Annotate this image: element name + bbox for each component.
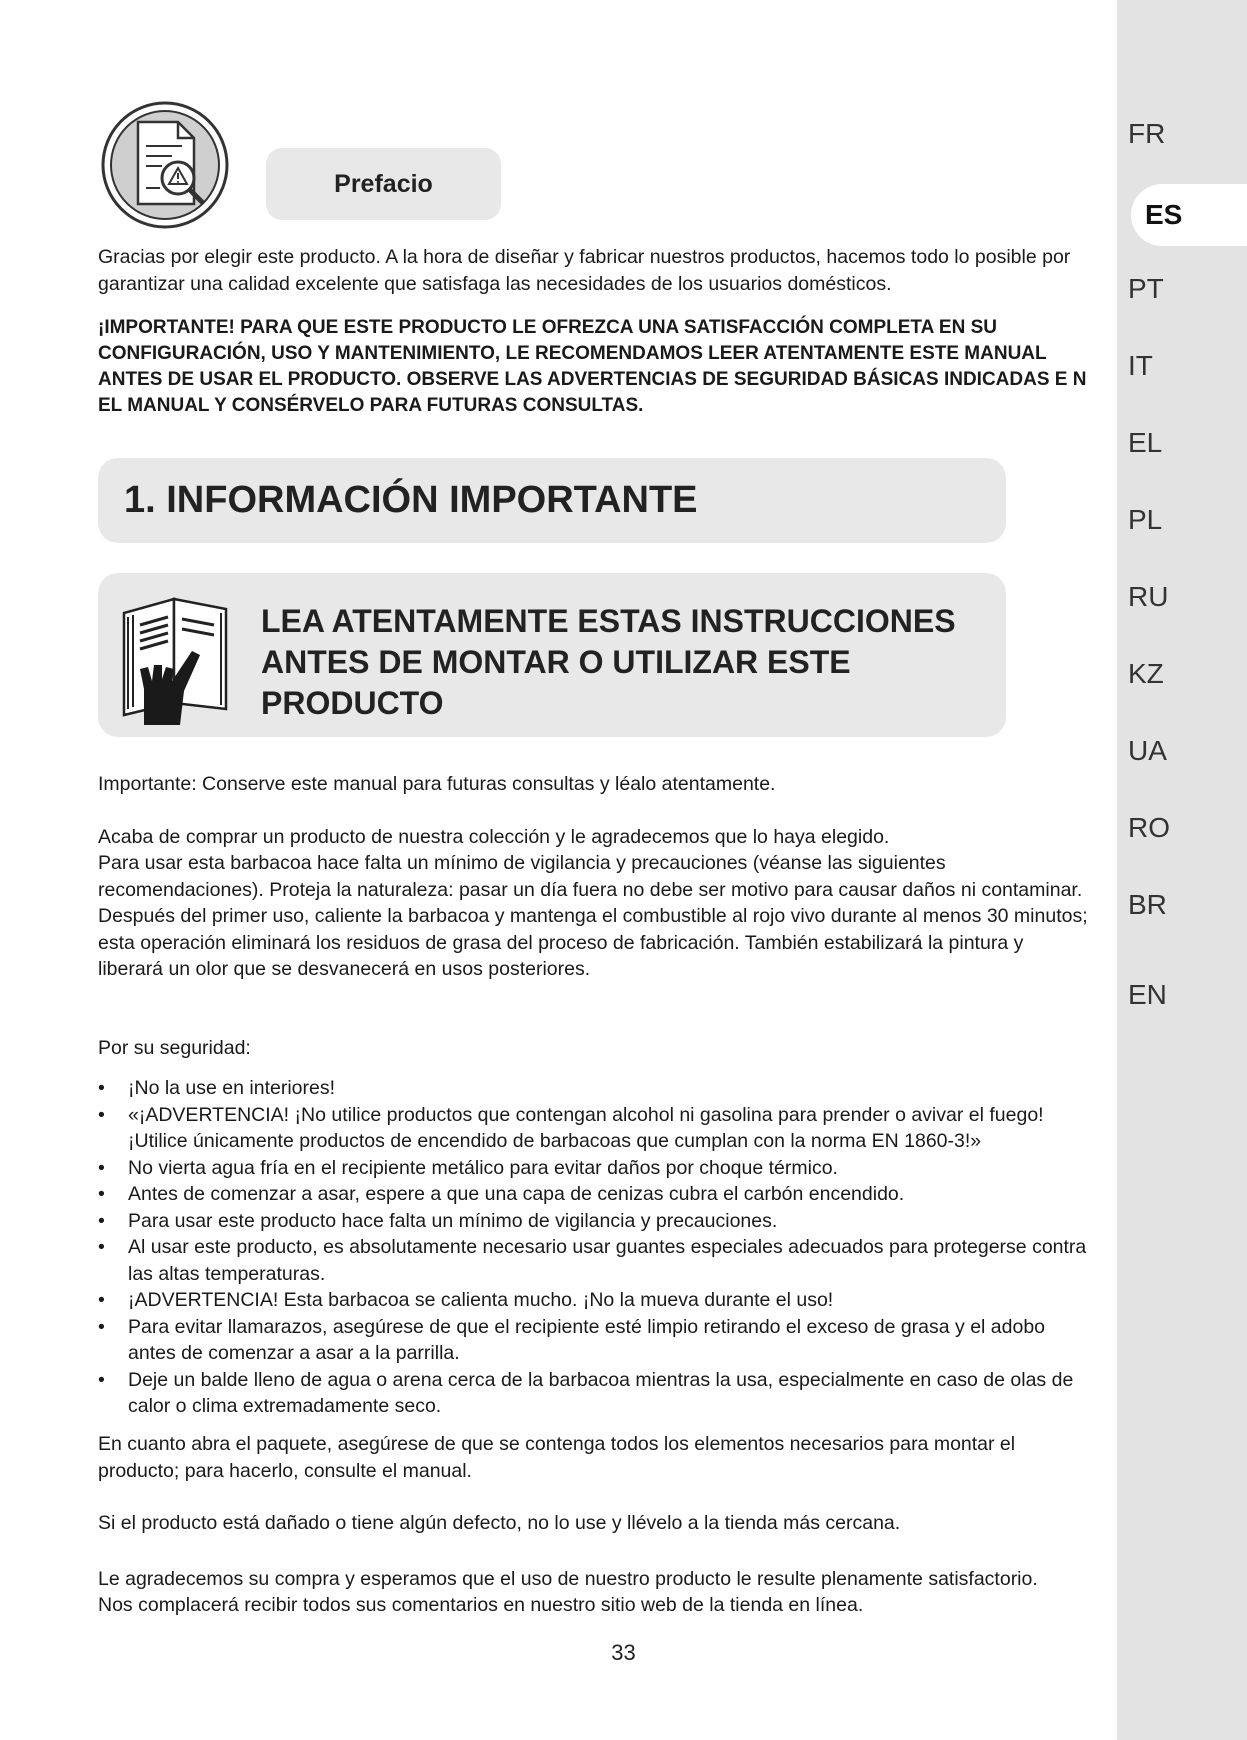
section-heading: 1. INFORMACIÓN IMPORTANTE xyxy=(98,458,1006,543)
book-hand-icon xyxy=(118,585,238,725)
lang-tab-it[interactable]: IT xyxy=(1128,350,1153,381)
lang-tab-ro[interactable]: RO xyxy=(1128,812,1170,843)
page-number: 33 xyxy=(611,1640,636,1665)
feedback-paragraph: Nos complacerá recibir todos sus comentarios en nuestro sitio web de la tienda en línea. xyxy=(98,1594,864,1616)
thank-you-purchase: Acaba de comprar un producto de nuestra colección y le agradecemos que lo haya elegido. xyxy=(98,826,890,848)
lang-tab-es[interactable]: ES xyxy=(1131,184,1247,246)
satisfaction-paragraph: Le agradecemos su compra y esperamos que el uso de nuestro producto le resulte plenamente satisfactorio. xyxy=(98,1568,1038,1590)
read-title-line-1: LEA ATENTAMENTE ESTAS INSTRUCCIONES xyxy=(261,603,956,639)
lang-tab-br[interactable]: BR xyxy=(1128,889,1167,920)
lang-tab-pl[interactable]: PL xyxy=(1128,504,1163,535)
list-item: • No vierta agua fría en el recipiente metálico para evitar daños por choque térmico. xyxy=(98,1155,1098,1182)
read-title-line-2: ANTES DE MONTAR O UTILIZAR ESTE xyxy=(261,644,851,680)
safety-label: Por su seguridad: xyxy=(98,1037,251,1059)
lang-tab-en[interactable]: EN xyxy=(1128,979,1167,1010)
list-item: • Al usar este producto, es absolutamente necesario usar guantes especiales adecuados para protegerse contra las altas temperaturas. xyxy=(98,1234,1098,1287)
list-item: • Antes de comenzar a asar, espere a que una capa de cenizas cubra el carbón encendido. xyxy=(98,1181,1098,1208)
lang-tab-pt[interactable]: PT xyxy=(1128,273,1164,304)
list-item: • ¡ADVERTENCIA! Esta barbacoa se calienta mucho. ¡No la mueva durante el uso! xyxy=(98,1287,1098,1314)
safety-list xyxy=(98,1075,1098,1420)
preface-title: Prefacio xyxy=(266,148,501,220)
lang-tab-kz[interactable]: KZ xyxy=(1128,658,1164,689)
lang-tab-el[interactable]: EL xyxy=(1128,427,1163,458)
read-title-line-3: PRODUCTO xyxy=(261,685,444,721)
lang-tab-ru[interactable]: RU xyxy=(1128,581,1169,612)
keep-manual-note: Importante: Conserve este manual para futuras consultas y léalo atentamente. xyxy=(98,773,776,795)
document-warning-icon xyxy=(100,100,230,230)
read-instructions-title xyxy=(261,601,981,724)
package-check-paragraph: En cuanto abra el paquete, asegúrese de que se contenga todos los elementos necesarios para montar el producto; para hacerlo, consulte el manual. xyxy=(98,1433,1016,1482)
lang-tab-fr[interactable]: FR xyxy=(1128,118,1166,149)
lang-tab-ua[interactable]: UA xyxy=(1128,735,1167,766)
read-instructions-box xyxy=(98,573,1006,737)
damaged-product-paragraph: Si el producto está dañado o tiene algún defecto, no lo use y llévelo a la tienda más cercana. xyxy=(98,1512,901,1534)
preface-intro: Gracias por elegir este producto. A la hora de diseñar y fabricar nuestros productos, hacemos todo lo posible por garantizar una calidad excelente que satisfaga las necesidades de los usuarios domésticos. xyxy=(98,246,1071,295)
list-item: • Deje un balde lleno de agua o arena cerca de la barbacoa mientras la usa, especialmente en caso de olas de calor o clima extremadamente seco. xyxy=(98,1367,1098,1420)
language-sidebar xyxy=(1117,0,1247,1740)
usage-paragraph: Para usar esta barbacoa hace falta un mínimo de vigilancia y precauciones (véanse las siguientes recomendaciones). Proteja la naturaleza: pasar un día fuera no debe ser motivo para causar daños ni contaminar. Después del primer uso, caliente la barbacoa y mantenga el combustible al rojo vivo durante al menos 30 minutos; esta operación eliminará los residuos de grasa del proceso de fabricación. También estabilizará la pintura y liberará un olor que se desvanecerá en usos posteriores. xyxy=(98,852,1088,980)
list-item: • «¡ADVERTENCIA! ¡No utilice productos que contengan alcohol ni gasolina para prender o avivar el fuego! ¡Utilice únicamente productos de encendido de barbacoas que cumplan con la norma EN 1860-3!» xyxy=(98,1102,1098,1155)
list-item: • ¡No la use en interiores! xyxy=(98,1075,1098,1102)
list-item: • Para usar este producto hace falta un mínimo de vigilancia y precauciones. xyxy=(98,1208,1098,1235)
list-item: • Para evitar llamarazos, asegúrese de que el recipiente esté limpio retirando el exceso de grasa y el adobo antes de comenzar a asar a la parrilla. xyxy=(98,1314,1098,1367)
important-notice: ¡IMPORTANTE! PARA QUE ESTE PRODUCTO LE OFREZCA UNA SATISFACCIÓN COMPLETA EN SU CONFIGURACIÓN, USO Y MANTENIMIENTO, LE RECOMENDAMOS LEER ATENTAMENTE ESTE MANUAL ANTES DE USAR EL PRODUCTO. OBSERVE LAS ADVERTENCIAS DE SEGURIDAD BÁSICAS INDICADAS E N EL MANUAL Y CONSÉRVELO PARA FUTURAS CONSULTAS. xyxy=(98,317,1087,416)
